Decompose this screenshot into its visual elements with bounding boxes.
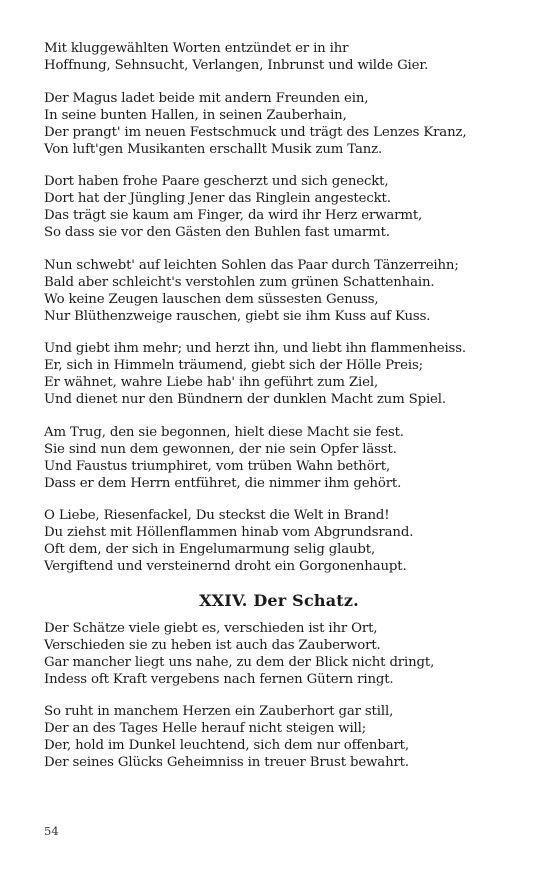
verse-line: Am Trug, den sie begonnen, hielt diese Macht sie fest. — [44, 424, 404, 440]
verse-line: So dass sie vor den Gästen den Buhlen fast umarmt. — [44, 225, 390, 240]
verse-line: Mit kluggewählten Worten entzündet er in ihr — [44, 41, 349, 56]
verse-line: Dass er dem Herrn entführet, die nimmer ihm gehört. — [44, 475, 402, 491]
stanza — [44, 340, 514, 408]
poem-part-2 — [44, 620, 514, 772]
verse-line: Von luft'gen Musikanten erschallt Musik zum Tanz. — [44, 141, 383, 157]
verse-line: Bald aber schleicht's verstohlen zum grünen Schattenhain. — [44, 274, 435, 290]
verse-line: Und dienet nur den Bündnern der dunklen Macht zum Spiel. — [44, 392, 446, 407]
verse-line: Er, sich in Himmeln träumend, giebt sich der Hölle Preis; — [44, 358, 423, 373]
verse-line: Sie sind nun dem gewonnen, der nie sein Opfer lässt. — [44, 441, 397, 457]
verse-line: Dort haben frohe Paare gescherzt und sich geneckt, — [44, 174, 389, 189]
verse-line: Nur Blüthenzweige rauschen, giebt sie ihm Kuss auf Kuss. — [44, 308, 431, 324]
verse-line: Der seines Glücks Geheimniss in treuer Brust bewahrt. — [44, 755, 409, 770]
stanza — [44, 507, 514, 575]
verse-line: Dort hat der Jüngling Jener das Ringlein angesteckt. — [44, 191, 391, 206]
verse-line: Und Faustus triumphiret, vom trüben Wahn bethört, — [44, 458, 391, 474]
verse-line: So ruht in manchem Herzen ein Zauberhort gar still, — [44, 704, 394, 719]
verse-line: Der Magus ladet beide mit andern Freunden ein, — [44, 90, 369, 106]
verse-line: Der an des Tages Helle herauf nicht steigen will; — [44, 721, 367, 736]
stanza — [44, 703, 514, 771]
verse-line: Und giebt ihm mehr; und herzt ihn, und liebt ihn flammenheiss. — [44, 341, 466, 356]
book-page — [44, 40, 514, 787]
stanza — [44, 40, 514, 74]
section-heading: XXIV. Der Schatz. — [199, 590, 359, 610]
verse-line: Oft dem, der sich in Engelumarmung selig glaubt, — [44, 542, 376, 557]
verse-line: Nun schwebt' auf leichten Sohlen das Paar durch Tänzerreihn; — [44, 257, 459, 273]
verse-line: Wo keine Zeugen lauschen dem süssesten Genuss, — [44, 291, 379, 307]
verse-line: Verschieden sie zu heben ist auch das Zauberwort. — [44, 637, 381, 653]
verse-line: Hoffnung, Sehnsucht, Verlangen, Inbrunst und wilde Gier. — [44, 58, 429, 73]
verse-line: Du ziehst mit Höllenflammen hinab vom Abgrundsrand. — [44, 525, 414, 540]
verse-line: Der, hold im Dunkel leuchtend, sich dem nur offenbart, — [44, 738, 409, 753]
verse-line: Der prangt' im neuen Festschmuck und trägt des Lenzes Kranz, — [44, 124, 467, 140]
verse-line: Das trägt sie kaum am Finger, da wird ihr Herz erwarmt, — [44, 208, 423, 223]
verse-line: Indess oft Kraft vergebens nach fernen Gütern ringt. — [44, 671, 394, 687]
verse-line: Gar mancher liegt uns nahe, zu dem der Blick nicht dringt, — [44, 654, 435, 670]
verse-line: Der Schätze viele giebt es, verschieden ist ihr Ort, — [44, 620, 378, 636]
verse-line: In seine bunten Hallen, in seinen Zauberhain, — [44, 107, 347, 123]
stanza — [44, 173, 514, 241]
page-number: 54 — [44, 824, 59, 838]
poem-part-1 — [44, 40, 514, 575]
stanza — [44, 257, 514, 325]
stanza — [44, 424, 514, 492]
verse-line: Vergiftend und versteinernd droht ein Gorgonenhaupt. — [44, 559, 407, 574]
verse-line: O Liebe, Riesenfackel, Du steckst die Welt in Brand! — [44, 508, 390, 523]
stanza — [44, 620, 514, 688]
stanza — [44, 90, 514, 158]
verse-line: Er wähnet, wahre Liebe hab' ihn geführt zum Ziel, — [44, 375, 379, 390]
